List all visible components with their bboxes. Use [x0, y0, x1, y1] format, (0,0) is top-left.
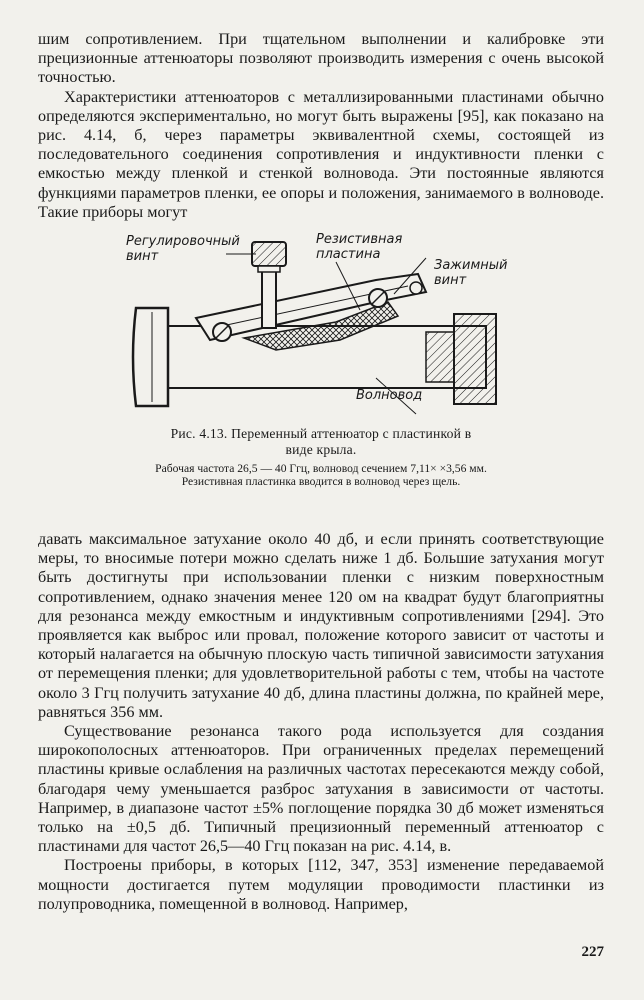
- figure-caption: Рис. 4.13. Переменный аттенюатор с пластинкой в виде крыла.: [170, 426, 472, 458]
- paragraph-max-attenuation: давать максимальное затухание около 40 дб, и если принять соответствующие меры, то вносимые потери можно сделать ниже 1 дб. Большие затухания могут быть достигнуты при использовании пленки с низким поверхностным сопротивлением, однако значения менее 120 ом на квадрат будут благоприятны для резонанса между емкостным и индуктивным сопротивлениями [294]. Это проявляется как выброс или провал, положение которого зависит от частоты и который налагается на обычную плоскую часть типичной зависимости затухания от перемещения пленки; для удовлетворительной работы с тем, чтобы на частоте около 3 Ггц получить затухание 40 дб, длина пластины должна, по крайней мере, равняться 356 мм.: [38, 530, 604, 721]
- left-flange: [133, 308, 168, 406]
- figure-4-13: [38, 228, 604, 508]
- paragraph-resonance: Существование резонанса такого рода используется для создания широкополосных аттенюаторов. При ограниченных пределах перемещений пластины кривые ослабления на различных частотах пересекаются между собой, благодаря чему уменьшается разброс затухания в зависимости от частоты. Например, в диапазоне частот ±5% поглощение порядка 30 дб может изменяться только на ±0,5 дб. Типичный прецизионный переменный аттенюатор с пластинами для частот 26,5—40 Ггц показан на рис. 4.14, в.: [38, 722, 604, 856]
- page-number: 227: [581, 944, 604, 960]
- label-adjusting-screw: Регулировочный винт: [126, 234, 240, 265]
- right-flange: [454, 314, 496, 404]
- figure-note: Рабочая частота 26,5 — 40 Ггц, волновод сечением 7,11× ×3,56 мм. Резистивная пластинка вводится в волновод через щель.: [155, 462, 487, 489]
- adjusting-screw-knob: [252, 242, 286, 266]
- label-waveguide: Волновод: [356, 388, 423, 404]
- paragraph-continued: шим сопротивлением. При тщательном выполнении и калибровке эти прецизионные аттенюаторы позволяют производить измерения с очень высокой точностью.: [38, 30, 604, 87]
- label-resistive-plate: Резистивная пластина: [316, 232, 403, 263]
- paragraph-attenuator-characteristics: Характеристики аттенюаторов с металлизированными пластинами обычно определяются экспериментально, но могут быть выражены [95], как показано на рис. 4.14, б, через параметры эквивалентной схемы, состоящей из последовательного соединения сопротивления и индуктивности пленки с емкостью между пленкой и стенкой волновода. Эти постоянные являются функциями параметров пленки, ее опоры и положения, занимаемого в волноводе. Такие приборы могут: [38, 87, 604, 221]
- page-body: [38, 30, 604, 914]
- label-clamp-screw: Зажимный винт: [434, 258, 508, 289]
- paragraph-semiconductor: Построены приборы, в которых [112, 347, 353] изменение передаваемой мощности достигается путем модуляции проводимости пластинки из полупроводника, помещенной в волновод. Например,: [38, 856, 604, 913]
- adjusting-screw-shaft: [262, 268, 276, 328]
